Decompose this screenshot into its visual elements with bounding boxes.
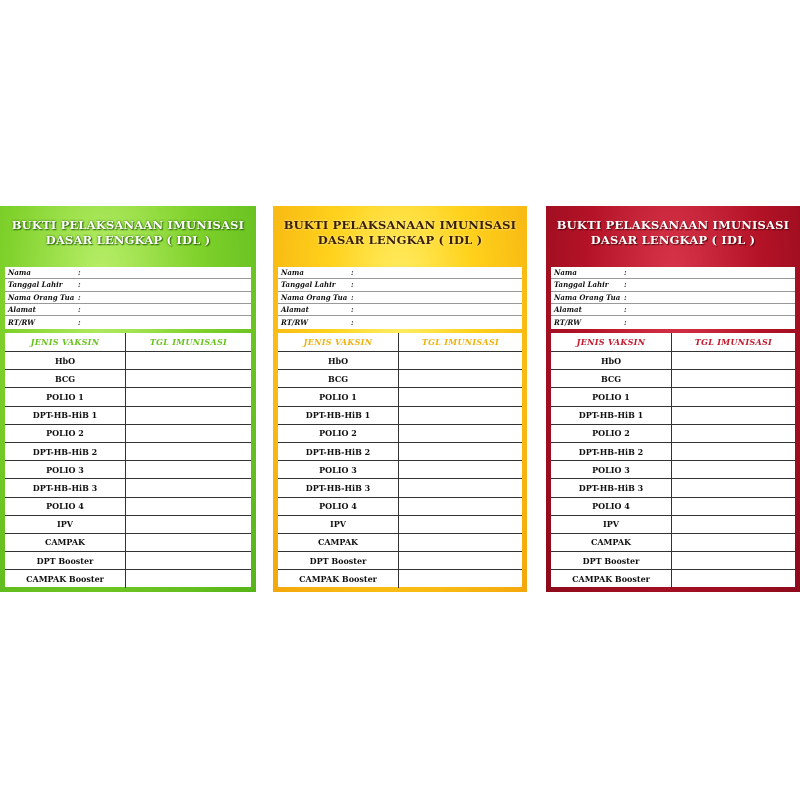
header-vaccine-type: JENIS VAKSIN (5, 333, 126, 351)
vaccine-name: POLIO 3 (551, 461, 672, 478)
info-row (551, 304, 795, 316)
immunization-date-cell[interactable] (672, 534, 795, 551)
table-row (551, 570, 795, 588)
identity-form (278, 267, 522, 329)
immunization-date-cell[interactable] (672, 498, 795, 515)
header-immunization-date: TGL IMUNISASI (694, 337, 773, 347)
vaccine-name: POLIO 4 (551, 498, 672, 515)
info-colon: : (78, 317, 81, 327)
table-row (278, 570, 522, 588)
table-row (278, 425, 522, 443)
vaccine-name: BCG (278, 370, 399, 387)
immunization-date-cell[interactable] (126, 534, 251, 551)
card-title-line2: DASAR LENGKAP ( IDL ) (45, 233, 211, 247)
vaccine-name: CAMPAK Booster (278, 570, 399, 588)
immunization-date-cell[interactable] (672, 425, 795, 442)
vaccine-name: DPT-HB-HiB 3 (5, 479, 126, 496)
vaccine-name: DPT-HB-HiB 2 (278, 443, 399, 460)
vaccine-name: POLIO 1 (5, 388, 126, 405)
table-row (551, 425, 795, 443)
vaccine-table-body (5, 352, 251, 588)
vaccine-table-body (551, 352, 795, 588)
vaccine-name: DPT Booster (551, 552, 672, 569)
table-row (551, 498, 795, 516)
immunization-date-cell[interactable] (126, 479, 251, 496)
table-row (551, 370, 795, 388)
vaccine-name: POLIO 1 (551, 388, 672, 405)
immunization-date-cell[interactable] (672, 443, 795, 460)
table-row (5, 570, 251, 588)
info-label: Nama Orang Tua (8, 292, 75, 302)
identity-form (5, 267, 251, 329)
card-title-line2: DASAR LENGKAP ( IDL ) (590, 233, 756, 247)
immunization-date-cell[interactable] (126, 570, 251, 588)
vaccine-name: DPT-HB-HiB 1 (5, 407, 126, 424)
info-colon: : (351, 292, 354, 302)
info-colon: : (624, 317, 627, 327)
card-title-line1: BUKTI PELAKSANAAN IMUNISASI (283, 218, 517, 232)
immunization-date-cell[interactable] (126, 443, 251, 460)
info-label: Tanggal Lahir (8, 280, 63, 290)
header-vaccine-type: JENIS VAKSIN (278, 333, 399, 351)
table-row (278, 443, 522, 461)
info-colon: : (351, 317, 354, 327)
immunization-date-cell[interactable] (126, 370, 251, 387)
vaccine-name: DPT Booster (5, 552, 126, 569)
info-colon: : (624, 268, 627, 278)
info-colon: : (78, 292, 81, 302)
table-row (278, 352, 522, 370)
immunization-date-cell[interactable] (399, 425, 522, 442)
table-row (551, 534, 795, 552)
info-label: RT/RW (8, 317, 35, 327)
card-title-line1: BUKTI PELAKSANAAN IMUNISASI (556, 218, 790, 232)
info-row (278, 292, 522, 304)
table-row (551, 552, 795, 570)
immunization-date-cell[interactable] (126, 388, 251, 405)
table-row (278, 516, 522, 534)
info-label: Alamat (281, 305, 309, 315)
immunization-date-cell[interactable] (399, 479, 522, 496)
info-row (5, 267, 251, 279)
info-row (551, 279, 795, 291)
table-row (278, 498, 522, 516)
immunization-date-cell[interactable] (399, 407, 522, 424)
info-colon: : (78, 268, 81, 278)
table-row (5, 516, 251, 534)
vaccine-table (5, 333, 251, 587)
immunization-date-cell[interactable] (126, 425, 251, 442)
table-row (5, 407, 251, 425)
info-label: Tanggal Lahir (554, 280, 609, 290)
info-colon: : (351, 280, 354, 290)
immunization-date-cell[interactable] (399, 461, 522, 478)
vaccine-name: CAMPAK (5, 534, 126, 551)
info-colon: : (351, 305, 354, 315)
vaccine-name: IPV (5, 516, 126, 533)
table-row (5, 388, 251, 406)
card-title-line1: BUKTI PELAKSANAAN IMUNISASI (11, 218, 245, 232)
immunization-date-cell[interactable] (399, 498, 522, 515)
info-colon: : (624, 292, 627, 302)
immunization-date-cell[interactable] (399, 352, 522, 369)
vaccine-table-body (278, 352, 522, 588)
header-immunization-date: TGL IMUNISASI (149, 337, 228, 347)
info-row (278, 304, 522, 316)
info-label: RT/RW (281, 317, 308, 327)
table-row (5, 479, 251, 497)
table-row (5, 461, 251, 479)
info-row (551, 267, 795, 279)
immunization-date-cell[interactable] (126, 516, 251, 533)
immunization-date-cell[interactable] (126, 498, 251, 515)
info-row (5, 279, 251, 291)
table-row (551, 516, 795, 534)
immunization-date-cell[interactable] (672, 407, 795, 424)
vaccine-name: POLIO 3 (5, 461, 126, 478)
vaccine-name: DPT Booster (278, 552, 399, 569)
info-row (278, 267, 522, 279)
immunization-date-cell[interactable] (672, 552, 795, 569)
vaccine-table-header (278, 333, 522, 352)
vaccine-name: CAMPAK Booster (551, 570, 672, 588)
table-row (5, 534, 251, 552)
card-title (546, 218, 800, 248)
info-row (551, 292, 795, 304)
vaccine-name: POLIO 2 (278, 425, 399, 442)
table-row (551, 388, 795, 406)
table-row (551, 407, 795, 425)
identity-form (551, 267, 795, 329)
header-vaccine-type: JENIS VAKSIN (551, 333, 672, 351)
info-colon: : (78, 280, 81, 290)
table-row (5, 552, 251, 570)
immunization-date-cell[interactable] (126, 407, 251, 424)
immunization-date-cell[interactable] (672, 570, 795, 588)
vaccine-name: DPT-HB-HiB 1 (551, 407, 672, 424)
immunization-date-cell[interactable] (672, 370, 795, 387)
info-colon: : (624, 305, 627, 315)
immunization-date-cell[interactable] (672, 516, 795, 533)
immunization-date-cell[interactable] (126, 552, 251, 569)
table-row (278, 407, 522, 425)
table-row (278, 388, 522, 406)
table-row (551, 352, 795, 370)
info-label: RT/RW (554, 317, 581, 327)
immunization-date-cell[interactable] (399, 370, 522, 387)
table-row (5, 352, 251, 370)
vaccine-name: CAMPAK (551, 534, 672, 551)
info-colon: : (78, 305, 81, 315)
info-row (278, 279, 522, 291)
vaccine-name: POLIO 2 (551, 425, 672, 442)
immunization-date-cell[interactable] (126, 461, 251, 478)
table-row (5, 498, 251, 516)
immunization-card-green (0, 206, 256, 592)
immunization-card-red (546, 206, 800, 592)
vaccine-table-header (5, 333, 251, 352)
vaccine-name: POLIO 4 (278, 498, 399, 515)
vaccine-name: DPT-HB-HiB 1 (278, 407, 399, 424)
immunization-date-cell[interactable] (399, 552, 522, 569)
card-title (273, 218, 527, 248)
table-row (551, 461, 795, 479)
vaccine-name: POLIO 2 (5, 425, 126, 442)
immunization-date-cell[interactable] (672, 461, 795, 478)
vaccine-table-header (551, 333, 795, 352)
immunization-date-cell[interactable] (672, 352, 795, 369)
info-row (5, 292, 251, 304)
card-title-line2: DASAR LENGKAP ( IDL ) (317, 233, 483, 247)
vaccine-table (278, 333, 522, 587)
table-row (551, 443, 795, 461)
info-colon: : (351, 268, 354, 278)
info-label: Nama (281, 268, 304, 278)
table-row (5, 425, 251, 443)
immunization-date-cell[interactable] (672, 479, 795, 496)
table-row (278, 534, 522, 552)
info-label: Nama Orang Tua (554, 292, 621, 302)
table-row (551, 479, 795, 497)
vaccine-name: DPT-HB-HiB 3 (278, 479, 399, 496)
immunization-date-cell[interactable] (399, 570, 522, 588)
vaccine-name: POLIO 1 (278, 388, 399, 405)
vaccine-name: IPV (278, 516, 399, 533)
vaccine-name: HbO (278, 352, 399, 369)
info-row (278, 316, 522, 328)
table-row (278, 479, 522, 497)
vaccine-name: BCG (551, 370, 672, 387)
immunization-date-cell[interactable] (399, 443, 522, 460)
card-title (0, 218, 256, 248)
vaccine-name: BCG (5, 370, 126, 387)
immunization-date-cell[interactable] (399, 534, 522, 551)
info-label: Nama (8, 268, 31, 278)
immunization-date-cell[interactable] (399, 516, 522, 533)
info-label: Alamat (8, 305, 36, 315)
vaccine-name: POLIO 4 (5, 498, 126, 515)
vaccine-name: DPT-HB-HiB 2 (5, 443, 126, 460)
table-row (5, 443, 251, 461)
info-row (5, 304, 251, 316)
info-label: Tanggal Lahir (281, 280, 336, 290)
table-row (278, 461, 522, 479)
immunization-date-cell[interactable] (399, 388, 522, 405)
info-label: Alamat (554, 305, 582, 315)
vaccine-name: CAMPAK (278, 534, 399, 551)
vaccine-name: HbO (5, 352, 126, 369)
info-label: Nama Orang Tua (281, 292, 348, 302)
header-immunization-date: TGL IMUNISASI (421, 337, 500, 347)
info-row (5, 316, 251, 328)
vaccine-name: IPV (551, 516, 672, 533)
vaccine-table (551, 333, 795, 587)
vaccine-name: CAMPAK Booster (5, 570, 126, 588)
info-row (551, 316, 795, 328)
table-row (278, 552, 522, 570)
vaccine-name: DPT-HB-HiB 3 (551, 479, 672, 496)
table-row (5, 370, 251, 388)
table-row (278, 370, 522, 388)
vaccine-name: POLIO 3 (278, 461, 399, 478)
immunization-date-cell[interactable] (126, 352, 251, 369)
info-colon: : (624, 280, 627, 290)
vaccine-name: DPT-HB-HiB 2 (551, 443, 672, 460)
vaccine-name: HbO (551, 352, 672, 369)
info-label: Nama (554, 268, 577, 278)
immunization-date-cell[interactable] (672, 388, 795, 405)
immunization-card-yellow (273, 206, 527, 592)
